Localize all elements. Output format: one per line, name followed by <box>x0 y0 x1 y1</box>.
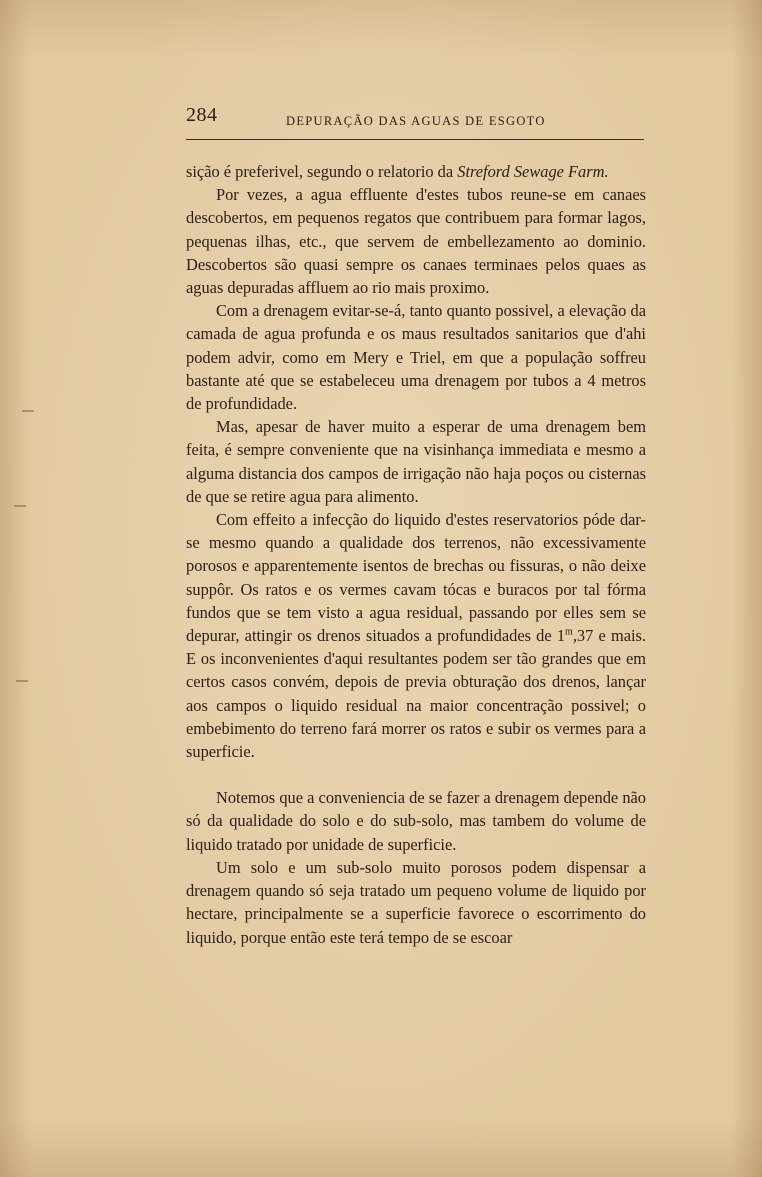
margin-stain <box>14 505 26 507</box>
page-number: 284 <box>186 104 218 126</box>
margin-stain <box>16 680 28 682</box>
paragraph-5: Com effeito a infecção do liquido d'estes reservatorios póde dar-se mesmo quando a qualidade dos terrenos, não excessivamente porosos e apparentemente isentos de brechas ou fissuras, o não deixe suppôr. Os ratos e os vermes cavam tócas e buracos por tal fórma fundos que se tem visto a agua residual, passando por elles sem se depurar, attingir os drenos situados a profundidades de 1$^m$,37 e mais. E os inconvenientes d'aqui resultantes podem ser tão grandes que em certos casos convém, depois de previa obturação dos drenos, lançar aos campos o liquido residual na maior concentração possivel; o embebimento do terreno fará morrer os ratos e subir os vermes para a superficie. <box>186 510 647 762</box>
running-title: DEPURAÇÃO DAS AGUAS DE ESGOTO <box>286 114 546 128</box>
paragraph-4: Mas, apesar de haver muito a esperar de uma drenagem bem feita, é sempre conveniente que na visinhança immediata e mesmo a alguma distancia dos campos de irrigação não haja poços ou cisternas de que se retire agua para alimento. <box>186 417 646 506</box>
paragraph-3: Com a drenagem evitar-se-á, tanto quanto possivel, a elevação da camada de agua profunda e os maus resultados sanitarios que d'ahi podem advir, como em Mery e Triel, em que a população soffreu bastante até que se estabeleceu uma drenagem por tubos a 4 metros de profundidade. <box>186 301 646 414</box>
header-rule <box>186 139 644 140</box>
body-text <box>186 160 646 949</box>
paragraph-2: Por vezes, a agua effluente d'estes tubos reune-se em canaes descobertos, em pequenos regatos que contribuem para formar lagos, pequenas ilhas, etc., que servem de embellezamento ao dominio. Descobertos são quasi sempre os canaes terminaes pelos quaes as aguas depuradas affluem ao rio mais proximo. <box>186 185 646 298</box>
paragraph-7: Um solo e um sub-solo muito porosos podem dispensar a drenagem quando só seja tratado um pequeno volume de liquido por hectare, principalmente se a superficie favorece o escorrimento do liquido, porque então este terá tempo de se escoar <box>186 857 646 947</box>
italic-farm-name: Streford Sewage Farm. <box>457 162 609 181</box>
margin-stain <box>22 410 34 412</box>
page-header <box>186 104 646 136</box>
paragraph-6: Notemos que a conveniencia de se fazer a drenagem depende não só da qualidade do solo e do sub-solo, mas tambem do volume de liquido tratado por unidade de superficie. <box>186 788 646 854</box>
paragraph-1: sição é preferivel, segundo o relatorio da Streford Sewage Farm. <box>186 162 609 181</box>
superscript-unit: m <box>565 626 573 638</box>
